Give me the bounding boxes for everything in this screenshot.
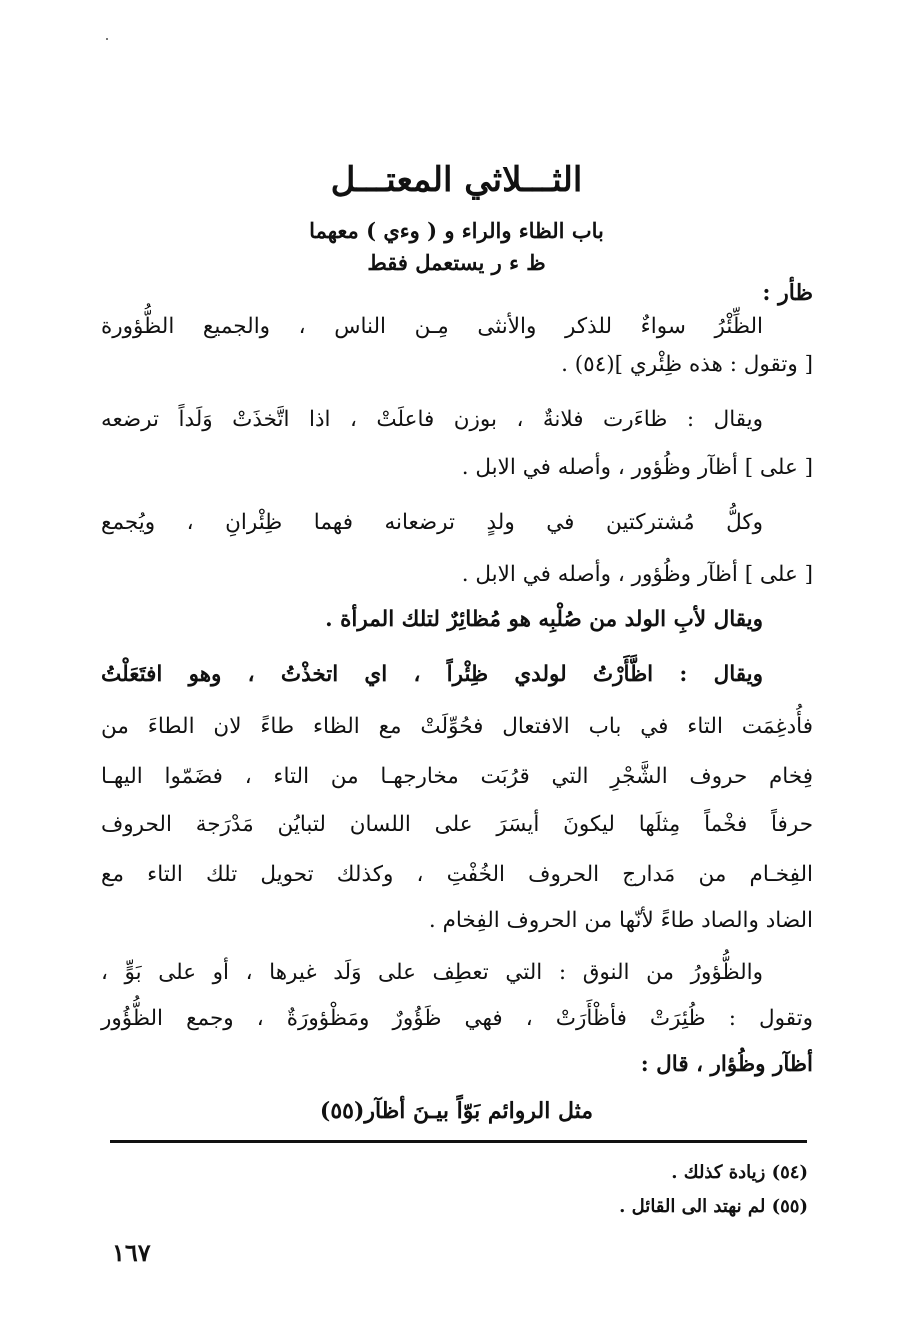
body-line: حرفاً فخْماً مِثلَها ليكونَ أيسَرَ على اللسان لتبايُن مَدْرَجة الحروف [101, 812, 813, 837]
body-line: وتقول : ظُئِرَتْ فأظْأَرَتْ ، فهي ظَؤُورٌ ومَظْؤورَةٌ ، وجمع الظُّؤُور [101, 1006, 813, 1031]
body-line: فِخام حروف الشَّجْرِ التي قرُبَت مخارجهـا من التاء ، فضَمّوا اليهـا [101, 764, 813, 789]
section-subtitle-line2: ظ ء ر يستعمل فقط [367, 250, 546, 275]
page-speck [106, 38, 108, 40]
body-line: الضاد والصاد طاءً لأنّها من الحروف الفِخام . [428, 908, 813, 933]
chapter-title: الثـــلاثي المعتـــل [330, 160, 583, 200]
page-number: ١٦٧ [112, 1238, 151, 1267]
body-line: أظآر وظُؤار ، قال : [640, 1052, 813, 1077]
body-line: فأُدغِمَت التاء في باب الافتعال فحُوِّلَتْ مع الظاء طاءً لان الطاءَ من [101, 714, 813, 739]
entry-headword: ظأر : [762, 280, 813, 306]
body-line: وكلُّ مُشتركتين في ولدٍ ترضعانه فهما ظِئْرانِ ، ويُجمع [101, 510, 763, 535]
poetry-verse: مثل الروائم بَوّاً بيـنَ أظآر(٥٥) [319, 1098, 594, 1124]
footnote-divider [110, 1140, 807, 1143]
body-line: [ على ] أظآر وظُؤور ، وأصله في الابل . [461, 455, 813, 480]
body-line: ويقال : ظاءَرت فلانةٌ ، بوزن فاعلَتْ ، اذا اتَّخذَتْ وَلَداً ترضعه [101, 407, 763, 432]
body-line: ويقال : اظَّأَرْتُ لولدي ظِئْراً ، اي اتخذْتُ ، وهو افتَعَلْتُ [101, 662, 763, 687]
body-line: الفِخـام من مَدارج الحروف الخُفْتِ ، وكذلك تحويل تلك التاء مع [101, 862, 813, 887]
body-line: [ على ] أظآر وظُؤور ، وأصله في الابل . [461, 562, 813, 587]
body-line: ويقال لأبِ الولد من صُلْبِه هو مُظائِرٌ لتلك المرأة . [325, 607, 763, 632]
body-line: والظُّؤورُ من النوق : التي تعطِف على وَلَد غيرها ، أو على بَوٍّ ، [101, 960, 763, 985]
section-subtitle-line1: باب الظاء والراء و ( وءي ) معهما [309, 218, 604, 243]
footnote-54: (٥٤) زيادة كذلك . [671, 1162, 808, 1183]
body-line: [ وتقول : هذه ظِئْري ](٥٤) . [561, 352, 813, 377]
footnote-55: (٥٥) لم نهتد الى القائل . [619, 1196, 808, 1217]
body-line: الظِّئْرُ سواءٌ للذكر والأنثى مِـن الناس ، والجميع الظُّؤورة [101, 314, 763, 339]
